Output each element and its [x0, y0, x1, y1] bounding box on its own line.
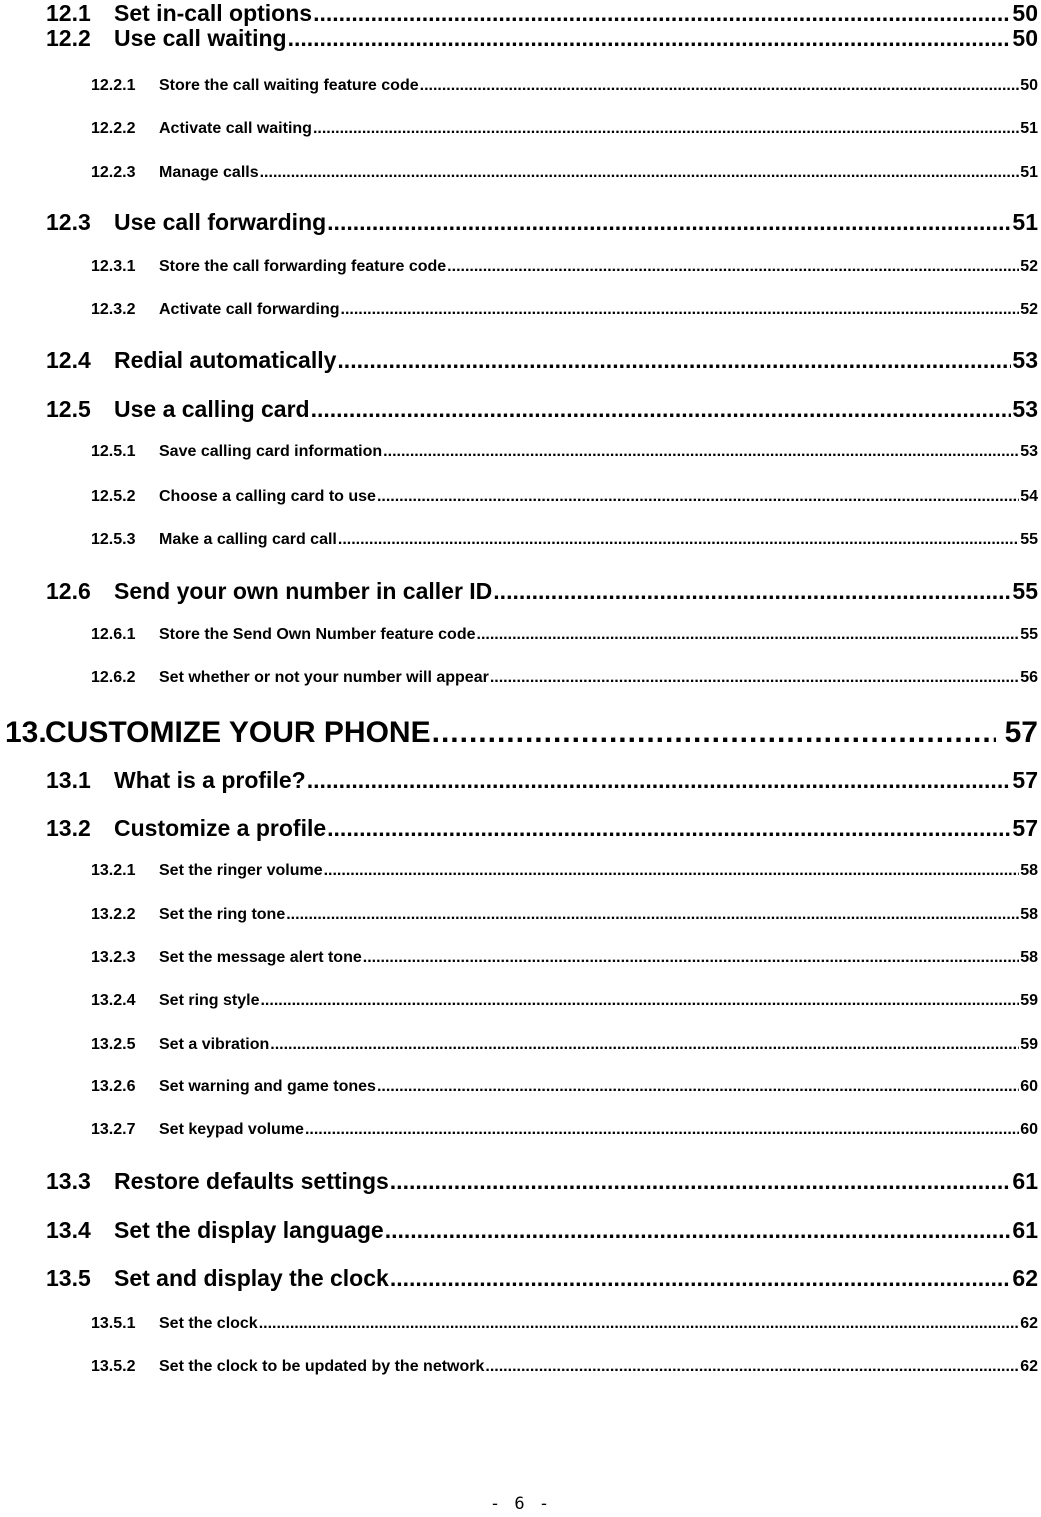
toc-entry-title: Set the clock to be updated by the network: [159, 1358, 485, 1375]
toc-entry[interactable]: [91, 120, 1038, 138]
toc-leader-dots: [286, 906, 1019, 924]
toc-entry[interactable]: [46, 767, 1038, 794]
toc-entry-page: 62: [1020, 1315, 1038, 1332]
toc-entry[interactable]: [46, 25, 1038, 52]
toc-entry[interactable]: [91, 1036, 1038, 1054]
toc-entry-title: Use call waiting: [114, 25, 287, 51]
toc-leader-dots: [377, 488, 1019, 506]
toc-entry[interactable]: [91, 949, 1038, 967]
toc-leader-dots: [305, 1121, 1019, 1139]
toc-entry-page: 51: [1020, 120, 1038, 137]
toc-leader-dots: [432, 716, 996, 750]
toc-entry[interactable]: [91, 258, 1038, 276]
toc-entry-page: 60: [1020, 1078, 1038, 1095]
toc-entry[interactable]: [91, 669, 1038, 687]
toc-entry-page: 55: [1012, 578, 1038, 604]
toc-leader-dots: [383, 443, 1019, 461]
toc-entry-page: 53: [1020, 443, 1038, 460]
toc-entry-page: 58: [1020, 906, 1038, 923]
toc-entry-page: 57: [1012, 815, 1038, 841]
toc-entry-title: Set the clock: [159, 1315, 258, 1332]
toc-entry-number: 12.3: [46, 209, 91, 235]
toc-entry-number: 12.5.2: [91, 488, 136, 505]
toc-leader-dots: [341, 301, 1020, 319]
toc-leader-dots: [313, 0, 1011, 27]
toc-entry[interactable]: [46, 1265, 1038, 1292]
toc-leader-dots: [260, 992, 1019, 1010]
toc-entry-number: 12.5: [46, 396, 91, 422]
toc-entry-number: 13.2.3: [91, 949, 136, 966]
toc-entry-title: Choose a calling card to use: [159, 488, 376, 505]
toc-entry-title: Store the call waiting feature code: [159, 77, 419, 94]
toc-entry[interactable]: [46, 815, 1038, 842]
toc-leader-dots: [390, 1168, 1012, 1195]
toc-entry-title: Redial automatically: [114, 347, 337, 373]
toc-leader-dots: [385, 1217, 1012, 1244]
toc-entry[interactable]: [91, 443, 1038, 461]
toc-entry-page: 50: [1020, 77, 1038, 94]
toc-entry-title: CUSTOMIZE YOUR PHONE: [45, 716, 431, 749]
toc-entry-page: 50: [1012, 25, 1038, 51]
toc-leader-dots: [270, 1036, 1019, 1054]
toc-entry-title: What is a profile?: [114, 767, 306, 793]
toc-leader-dots: [338, 531, 1019, 549]
toc-entry[interactable]: [46, 347, 1038, 374]
toc-entry[interactable]: [91, 1358, 1038, 1376]
toc-entry-title: Set in-call options: [114, 0, 313, 26]
toc-entry[interactable]: [91, 1078, 1038, 1096]
toc-entry-title: Set keypad volume: [159, 1121, 304, 1138]
toc-entry-title: Store the call forwarding feature code: [159, 258, 447, 275]
toc-entry-number: 12.6.2: [91, 669, 136, 686]
toc-entry-title: Activate call waiting: [159, 120, 312, 137]
toc-entry-title: Activate call forwarding: [159, 301, 340, 318]
toc-entry-page: 50: [1012, 0, 1038, 26]
toc-entry-page: 59: [1020, 992, 1038, 1009]
toc-entry-title: Use a calling card: [114, 396, 310, 422]
toc-entry-number: 13.2.2: [91, 906, 136, 923]
toc-entry-title: Restore defaults settings: [114, 1168, 389, 1194]
toc-entry-number: 13.2.6: [91, 1078, 136, 1095]
toc-entry-number: 13.2.7: [91, 1121, 136, 1138]
toc-entry-number: 12.6: [46, 578, 91, 604]
toc-entry-title: Store the Send Own Number feature code: [159, 626, 476, 643]
toc-entry-title: Save calling card information: [159, 443, 383, 460]
toc-entry[interactable]: [91, 992, 1038, 1010]
toc-entry-page: 58: [1020, 949, 1038, 966]
toc-entry-title: Set and display the clock: [114, 1265, 389, 1291]
toc-entry[interactable]: [91, 626, 1038, 644]
toc-entry-page: 53: [1012, 396, 1038, 422]
toc-entry-page: 61: [1012, 1168, 1038, 1194]
toc-entry-number: 12.6.1: [91, 626, 136, 643]
toc-entry-number: 12.2.2: [91, 120, 136, 137]
toc-entry-number: 13.2.5: [91, 1036, 136, 1053]
toc-entry-number: 12.2.1: [91, 77, 136, 94]
toc-leader-dots: [420, 77, 1020, 95]
toc-entry-number: 13.5: [46, 1265, 91, 1291]
toc-entry[interactable]: [46, 578, 1038, 605]
toc-leader-dots: [311, 396, 1012, 423]
toc-entry-number: 13.2.4: [91, 992, 136, 1009]
toc-entry[interactable]: [91, 1315, 1038, 1333]
toc-entry-number: 12.5.1: [91, 443, 136, 460]
toc-entry-number: 13.5.2: [91, 1358, 136, 1375]
toc-entry-title: Customize a profile: [114, 815, 327, 841]
toc-leader-dots: [307, 767, 1012, 794]
toc-entry-title: Set warning and game tones: [159, 1078, 376, 1095]
toc-entry-title: Send your own number in caller ID: [114, 578, 493, 604]
toc-entry-number: 13.2.1: [91, 862, 136, 879]
toc-entry-page: 51: [1012, 209, 1038, 235]
toc-leader-dots: [485, 1358, 1019, 1376]
toc-leader-dots: [288, 25, 1012, 52]
toc-entry-page: 51: [1020, 164, 1038, 181]
toc-entry-title: Set the message alert tone: [159, 949, 362, 966]
toc-entry[interactable]: [91, 862, 1038, 880]
toc-entry-number: 12.1: [46, 0, 91, 26]
toc-leader-dots: [390, 1265, 1012, 1292]
toc-entry-title: Use call forwarding: [114, 209, 327, 235]
toc-entry-title: Set whether or not your number will appear: [159, 669, 489, 686]
toc-leader-dots: [447, 258, 1019, 276]
toc-entry-number: 12.2: [46, 25, 91, 51]
toc-leader-dots: [363, 949, 1019, 967]
toc-leader-dots: [260, 164, 1020, 182]
toc-entry-page: 58: [1020, 862, 1038, 879]
toc-entry[interactable]: [91, 488, 1038, 506]
toc-entry-title: Manage calls: [159, 164, 259, 181]
toc-entry-page: 55: [1020, 531, 1038, 548]
toc-entry[interactable]: [5, 716, 1038, 750]
toc-entry-number: 13.: [5, 716, 47, 749]
toc-entry-number: 12.2.3: [91, 164, 136, 181]
toc-entry-number: 12.3.2: [91, 301, 136, 318]
toc-entry-number: 12.4: [46, 347, 91, 373]
toc-entry[interactable]: [46, 1168, 1038, 1195]
toc-entry-number: 13.1: [46, 767, 91, 793]
toc-leader-dots: [327, 815, 1011, 842]
toc-entry-page: 52: [1020, 301, 1038, 318]
toc-leader-dots: [477, 626, 1020, 644]
toc-entry-number: 12.5.3: [91, 531, 136, 548]
toc-entry-title: Set the display language: [114, 1217, 384, 1243]
toc-entry-title: Set the ring tone: [159, 906, 286, 923]
toc-entry-title: Set ring style: [159, 992, 260, 1009]
toc-entry-page: 57: [1004, 716, 1038, 749]
toc-leader-dots: [327, 209, 1011, 236]
page-number: - 6 -: [489, 1494, 552, 1514]
toc-leader-dots: [259, 1315, 1020, 1333]
toc-entry[interactable]: [46, 0, 1038, 27]
toc-entry-page: 59: [1020, 1036, 1038, 1053]
toc-entry-number: 13.5.1: [91, 1315, 136, 1332]
toc-leader-dots: [490, 669, 1019, 687]
toc-entry-page: 54: [1020, 488, 1038, 505]
toc-leader-dots: [324, 862, 1020, 880]
toc-entry[interactable]: [46, 209, 1038, 236]
toc-leader-dots: [337, 347, 1011, 374]
toc-entry[interactable]: [91, 1121, 1038, 1139]
toc-entry-page: 52: [1020, 258, 1038, 275]
toc-entry-page: 61: [1012, 1217, 1038, 1243]
toc-entry-page: 57: [1012, 767, 1038, 793]
toc-entry-page: 60: [1020, 1121, 1038, 1138]
toc-entry[interactable]: [91, 906, 1038, 924]
toc-leader-dots: [313, 120, 1019, 138]
toc-entry-title: Make a calling card call: [159, 531, 337, 548]
toc-entry[interactable]: [91, 301, 1038, 319]
toc-entry-number: 13.4: [46, 1217, 91, 1243]
toc-leader-dots: [493, 578, 1011, 605]
toc-entry-page: 53: [1012, 347, 1038, 373]
toc-entry-title: Set a vibration: [159, 1036, 270, 1053]
toc-entry[interactable]: [46, 396, 1038, 423]
toc-entry-number: 12.3.1: [91, 258, 136, 275]
toc-entry-page: 62: [1020, 1358, 1038, 1375]
toc-entry[interactable]: [91, 531, 1038, 549]
toc-entry[interactable]: [91, 77, 1038, 95]
toc-entry-page: 55: [1020, 626, 1038, 643]
toc-entry-page: 62: [1012, 1265, 1038, 1291]
toc-entry[interactable]: [91, 164, 1038, 182]
toc-entry-number: 13.2: [46, 815, 91, 841]
toc-entry-number: 13.3: [46, 1168, 91, 1194]
toc-entry-title: Set the ringer volume: [159, 862, 323, 879]
toc-leader-dots: [377, 1078, 1019, 1096]
toc-entry[interactable]: [46, 1217, 1038, 1244]
toc-entry-page: 56: [1020, 669, 1038, 686]
